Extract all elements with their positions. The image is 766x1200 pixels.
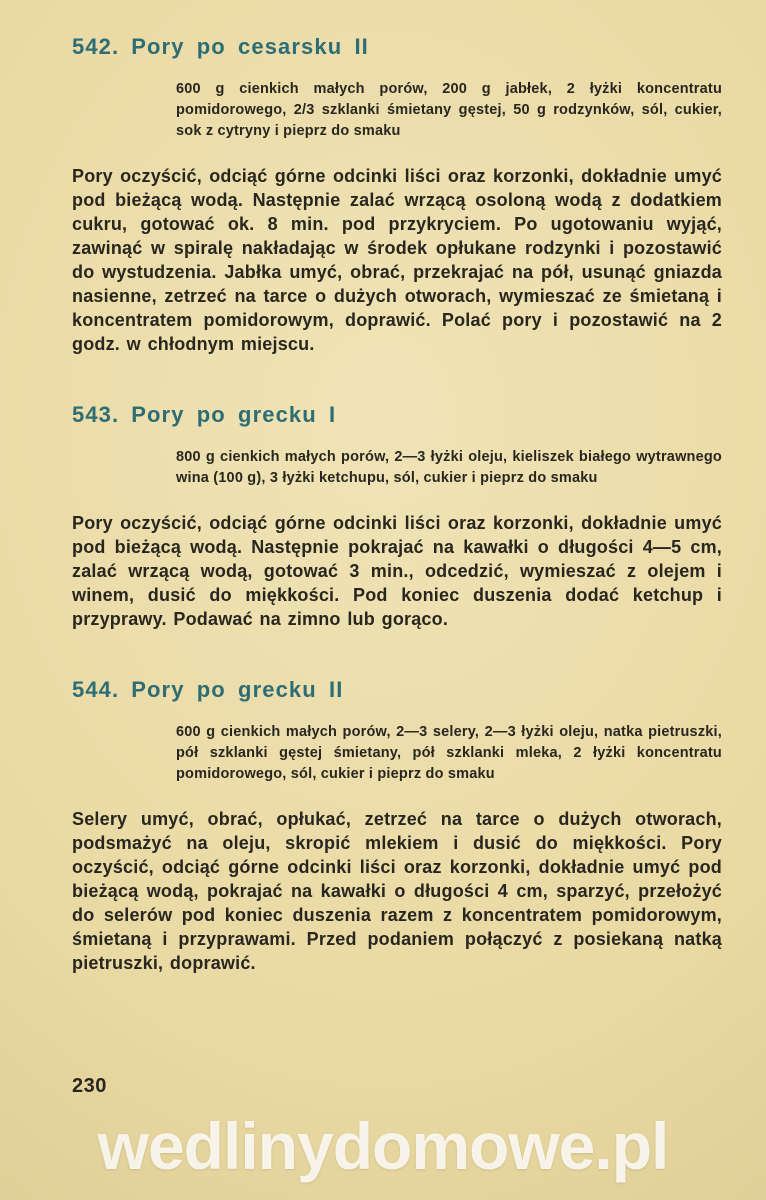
recipe-title-text: Pory po cesarsku II xyxy=(131,34,369,59)
recipe-section-542 xyxy=(72,34,722,356)
recipe-number: 543. xyxy=(72,402,120,427)
recipe-heading xyxy=(72,34,722,59)
recipe-ingredients: 800 g cienkich małych porów, 2—3 łyżki oleju, kieliszek białego wytrawnego wina (100 g), 3 łyżki ketchupu, sól, cukier i pieprz do smaku xyxy=(176,449,722,486)
recipe-title-text: Pory po grecku II xyxy=(131,677,344,702)
recipe-number: 542. xyxy=(72,34,120,59)
recipe-instructions: Pory oczyścić, odciąć górne odcinki liści oraz korzonki, dokładnie umyć pod bieżącą wodą. Następnie pokrajać na kawałki o długości 4—5 cm, zalać wrzącą wodą, gotować 3 min., odcedzić, wymieszać z olejem i winem, dusić do miękkości. Pod koniec duszenia dodać ketchup i przyprawy. Podawać na zimno lub gorąco. xyxy=(72,513,722,629)
recipe-section-544 xyxy=(72,677,722,975)
page-number: 230 xyxy=(72,1075,107,1097)
recipe-section-543 xyxy=(72,402,722,631)
recipe-title-text: Pory po grecku I xyxy=(131,402,337,427)
recipe-instructions: Pory oczyścić, odciąć górne odcinki liści oraz korzonki, dokładnie umyć pod bieżącą wodą. Następnie zalać wrzącą osoloną wodą z dodatkiem cukru, gotować ok. 8 min. pod przykryciem. Po ugotowaniu wyjąć, zawinąć w spiralę nakładając w środek opłukane rodzynki i pozostawić do wystudzenia. Jabłka umyć, obrać, przekrajać na pół, usunąć gniazda nasienne, zetrzeć na tarce o dużych otworach, wymieszać ze śmietaną i koncentratem pomidorowym, doprawić. Polać pory i pozostawić na 2 godz. w chłodnym miejscu. xyxy=(72,166,722,354)
recipe-ingredients: 600 g cienkich małych porów, 2—3 selery, 2—3 łyżki oleju, natka pietruszki, pół szklanki gęstej śmietany, pół szklanki mleka, 2 łyżki koncentratu pomidorowego, sól, cukier i pieprz do smaku xyxy=(176,724,722,782)
recipe-ingredients: 600 g cienkich małych porów, 200 g jabłek, 2 łyżki koncentratu pomidorowego, 2/3 szklanki śmietany gęstej, 50 g rodzynków, sól, cukier, sok z cytryny i pieprz do smaku xyxy=(176,81,722,139)
recipe-heading xyxy=(72,402,722,427)
recipe-heading xyxy=(72,677,722,702)
recipe-instructions: Selery umyć, obrać, opłukać, zetrzeć na tarce o dużych otworach, podsmażyć na oleju, skropić mlekiem i dusić do miękkości. Pory oczyścić, odciąć górne odcinki liści oraz korzonki, dokładnie umyć pod bieżącą wodą, pokrajać na kawałki o długości 4 cm, sparzyć, przełożyć do selerów pod koniec duszenia razem z koncentratem pomidorowym, śmietaną i przyprawami. Przed podaniem połączyć z posiekaną natką pietruszki, doprawić. xyxy=(72,809,722,973)
watermark-text: wedlinydomowe.pl xyxy=(97,1109,669,1183)
recipe-number: 544. xyxy=(72,677,120,702)
